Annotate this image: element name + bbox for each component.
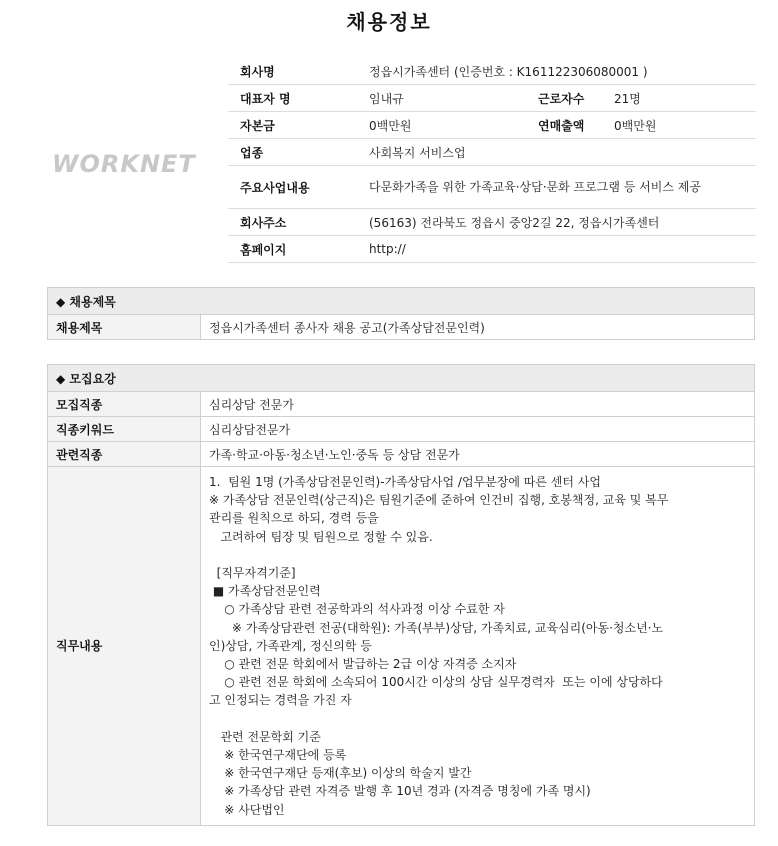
business-label: 주요사업내용 bbox=[228, 166, 357, 209]
requirements-section bbox=[47, 364, 755, 826]
duty-line: ■ 가족상담전문인력 bbox=[209, 584, 321, 599]
capital-value: 0백만원 bbox=[357, 112, 526, 139]
recruit-title-value: 정읍시가족센터 종사자 채용 공고(가족상담전문인력) bbox=[201, 315, 755, 340]
homepage-link[interactable]: http:// bbox=[357, 236, 756, 263]
duty-line: 고려하여 팀장 및 팀원으로 정할 수 있음. bbox=[209, 529, 433, 544]
company-row-name bbox=[228, 58, 756, 85]
industry-label: 업종 bbox=[228, 139, 357, 166]
company-name-value: 정읍시가족센터 (인증번호 : K161122306080001 ) bbox=[357, 58, 756, 85]
duty-line: ※ 한국연구재단에 등록 bbox=[209, 748, 347, 763]
duty-line: 관련 전문학회 기준 bbox=[209, 729, 321, 744]
duty-line: ○ 관련 전문 학회에 소속되어 100시간 이상의 상담 실무경력자 또는 이에 상당하다 bbox=[209, 675, 663, 690]
address-value: (56163) 전라북도 정읍시 중앙2길 22, 정읍시가족센터 bbox=[357, 209, 756, 236]
recruit-title-header: ◆ 채용제목 bbox=[48, 288, 755, 315]
related-job-value: 가족·학교·아동·청소년·노인·중독 등 상담 전문가 bbox=[201, 442, 755, 467]
job-keyword-label: 직종키워드 bbox=[48, 417, 201, 442]
capital-label: 자본금 bbox=[228, 112, 357, 139]
duty-line: ○ 가족상담 관련 전공학과의 석사과정 이상 수료한 자 bbox=[209, 602, 505, 617]
page-title: 채용정보 bbox=[346, 10, 432, 34]
logo-text: WORKNET bbox=[52, 150, 196, 178]
industry-value: 사회복지 서비스업 bbox=[357, 139, 756, 166]
company-row-capital bbox=[228, 112, 756, 139]
duty-line: ○ 관련 전문 학회에서 발급하는 2급 이상 자격증 소지자 bbox=[209, 657, 517, 672]
duty-line bbox=[209, 546, 746, 564]
duty-line: ※ 가족상담 전문인력(상근직)은 팀원기준에 준하여 인건비 집행, 호봉책정, 교육 및 복무 bbox=[209, 493, 669, 508]
requirements-row bbox=[48, 442, 755, 467]
duty-line: ※ 가족상담 관련 자격증 발행 후 10년 경과 (자격증 명칭에 가족 명시) bbox=[209, 784, 591, 799]
company-row-industry bbox=[228, 139, 756, 166]
job-keyword-value: 심리상담전문가 bbox=[201, 417, 755, 442]
duty-line: 1. 팀원 1명 (가족상담전문인력)-가족상담사업 /업무분장에 따른 센터 사업 bbox=[209, 475, 601, 489]
company-name-label: 회사명 bbox=[228, 58, 357, 85]
duty-line: 고 인정되는 경력을 가진 자 bbox=[209, 693, 352, 708]
employees-label: 근로자수 bbox=[526, 85, 602, 112]
business-value: 다문화가족을 위한 가족교육·상담·문화 프로그램 등 서비스 제공 bbox=[357, 166, 756, 209]
recruit-title-label: 채용제목 bbox=[48, 315, 201, 340]
duty-line: ※ 가족상담관련 전공(대학원): 가족(부부)상담, 가족치료, 교육심리(아동·청소년·노 bbox=[209, 620, 664, 635]
duty-line: ※ 한국연구재단 등재(후보) 이상의 학술지 발간 bbox=[209, 766, 472, 781]
duty-lines bbox=[209, 473, 746, 819]
recruit-title-section bbox=[47, 287, 755, 340]
requirements-header: ◆ 모집요강 bbox=[48, 365, 755, 392]
company-row-ceo bbox=[228, 85, 756, 112]
requirements-row bbox=[48, 417, 755, 442]
job-category-label: 모집직종 bbox=[48, 392, 201, 417]
homepage-label: 홈페이지 bbox=[228, 236, 357, 263]
revenue-value: 0백만원 bbox=[602, 112, 756, 139]
ceo-value: 임내규 bbox=[357, 85, 526, 112]
address-label: 회사주소 bbox=[228, 209, 357, 236]
revenue-label: 연매출액 bbox=[526, 112, 602, 139]
worknet-logo bbox=[52, 150, 196, 178]
related-job-label: 관련직종 bbox=[48, 442, 201, 467]
duty-line: [직무자격기준] bbox=[209, 566, 296, 581]
duty-line bbox=[209, 710, 746, 728]
requirements-row bbox=[48, 392, 755, 417]
duty-line: 관리를 원칙으로 하되, 경력 등을 bbox=[209, 511, 379, 526]
duty-line: ※ 사단법인 bbox=[209, 802, 285, 817]
employees-value: 21명 bbox=[602, 85, 756, 112]
job-category-value: 심리상담 전문가 bbox=[201, 392, 755, 417]
duty-label: 직무내용 bbox=[48, 467, 201, 826]
company-row-homepage bbox=[228, 236, 756, 263]
company-info-table bbox=[228, 58, 756, 263]
ceo-label: 대표자 명 bbox=[228, 85, 357, 112]
company-row-address bbox=[228, 209, 756, 236]
duty-line: 인)상담, 가족관계, 정신의학 등 bbox=[209, 638, 372, 653]
requirements-row bbox=[48, 467, 755, 826]
company-row-business bbox=[228, 166, 756, 209]
duty-content bbox=[201, 467, 755, 826]
